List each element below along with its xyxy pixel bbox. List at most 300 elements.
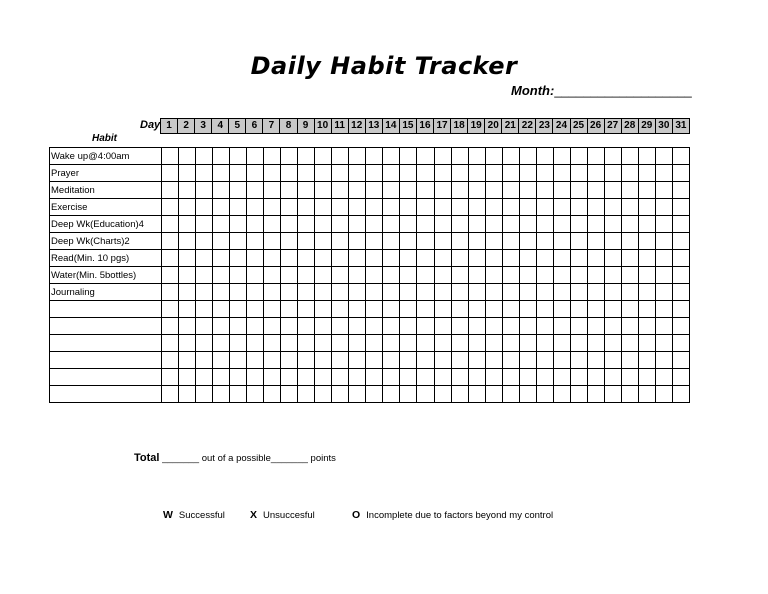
- habit-day-cell[interactable]: [196, 199, 213, 216]
- habit-day-cell[interactable]: [536, 182, 553, 199]
- habit-day-cell[interactable]: [162, 182, 179, 199]
- habit-day-cell[interactable]: [179, 267, 196, 284]
- habit-day-cell[interactable]: [672, 352, 689, 369]
- habit-name-cell[interactable]: Prayer: [50, 165, 162, 182]
- habit-day-cell[interactable]: [672, 318, 689, 335]
- habit-day-cell[interactable]: [485, 233, 502, 250]
- habit-day-cell[interactable]: [298, 335, 315, 352]
- habit-day-cell[interactable]: [451, 335, 468, 352]
- habit-day-cell[interactable]: [468, 182, 485, 199]
- habit-day-cell[interactable]: [383, 335, 400, 352]
- habit-day-cell[interactable]: [366, 148, 383, 165]
- habit-day-cell[interactable]: [213, 284, 230, 301]
- habit-day-cell[interactable]: [587, 267, 604, 284]
- habit-day-cell[interactable]: [417, 216, 434, 233]
- habit-day-cell[interactable]: [621, 352, 638, 369]
- habit-day-cell[interactable]: [621, 335, 638, 352]
- habit-day-cell[interactable]: [468, 369, 485, 386]
- habit-day-cell[interactable]: [332, 182, 349, 199]
- habit-day-cell[interactable]: [247, 335, 264, 352]
- habit-day-cell[interactable]: [400, 233, 417, 250]
- habit-day-cell[interactable]: [672, 233, 689, 250]
- habit-day-cell[interactable]: [196, 148, 213, 165]
- habit-day-cell[interactable]: [315, 182, 332, 199]
- habit-day-cell[interactable]: [468, 233, 485, 250]
- habit-day-cell[interactable]: [247, 318, 264, 335]
- habit-day-cell[interactable]: [485, 165, 502, 182]
- habit-day-cell[interactable]: [553, 335, 570, 352]
- habit-day-cell[interactable]: [553, 267, 570, 284]
- habit-day-cell[interactable]: [519, 369, 536, 386]
- habit-day-cell[interactable]: [230, 182, 247, 199]
- habit-day-cell[interactable]: [604, 182, 621, 199]
- habit-day-cell[interactable]: [196, 386, 213, 403]
- habit-day-cell[interactable]: [638, 284, 655, 301]
- habit-day-cell[interactable]: [587, 301, 604, 318]
- habit-day-cell[interactable]: [400, 335, 417, 352]
- habit-day-cell[interactable]: [655, 284, 672, 301]
- habit-day-cell[interactable]: [655, 233, 672, 250]
- habit-day-cell[interactable]: [604, 250, 621, 267]
- habit-day-cell[interactable]: [315, 250, 332, 267]
- habit-day-cell[interactable]: [434, 233, 451, 250]
- habit-day-cell[interactable]: [485, 148, 502, 165]
- habit-day-cell[interactable]: [281, 386, 298, 403]
- habit-day-cell[interactable]: [417, 352, 434, 369]
- habit-day-cell[interactable]: [434, 267, 451, 284]
- habit-day-cell[interactable]: [349, 165, 366, 182]
- habit-day-cell[interactable]: [281, 233, 298, 250]
- habit-day-cell[interactable]: [196, 318, 213, 335]
- habit-day-cell[interactable]: [400, 216, 417, 233]
- habit-day-cell[interactable]: [213, 216, 230, 233]
- habit-day-cell[interactable]: [638, 335, 655, 352]
- habit-day-cell[interactable]: [621, 301, 638, 318]
- habit-day-cell[interactable]: [162, 386, 179, 403]
- habit-day-cell[interactable]: [638, 199, 655, 216]
- habit-day-cell[interactable]: [638, 233, 655, 250]
- habit-day-cell[interactable]: [264, 386, 281, 403]
- habit-day-cell[interactable]: [366, 369, 383, 386]
- habit-day-cell[interactable]: [400, 369, 417, 386]
- habit-day-cell[interactable]: [434, 199, 451, 216]
- month-field[interactable]: [511, 83, 692, 98]
- habit-day-cell[interactable]: [672, 199, 689, 216]
- habit-day-cell[interactable]: [315, 386, 332, 403]
- habit-day-cell[interactable]: [519, 250, 536, 267]
- habit-day-cell[interactable]: [638, 267, 655, 284]
- habit-day-cell[interactable]: [519, 233, 536, 250]
- habit-day-cell[interactable]: [332, 199, 349, 216]
- habit-day-cell[interactable]: [519, 199, 536, 216]
- habit-day-cell[interactable]: [179, 335, 196, 352]
- habit-day-cell[interactable]: [162, 284, 179, 301]
- habit-day-cell[interactable]: [638, 369, 655, 386]
- habit-day-cell[interactable]: [672, 369, 689, 386]
- habit-day-cell[interactable]: [570, 386, 587, 403]
- habit-day-cell[interactable]: [417, 386, 434, 403]
- habit-day-cell[interactable]: [264, 165, 281, 182]
- habit-day-cell[interactable]: [315, 352, 332, 369]
- habit-day-cell[interactable]: [536, 301, 553, 318]
- habit-day-cell[interactable]: [536, 233, 553, 250]
- habit-day-cell[interactable]: [570, 233, 587, 250]
- habit-day-cell[interactable]: [264, 369, 281, 386]
- habit-name-cell[interactable]: Meditation: [50, 182, 162, 199]
- habit-day-cell[interactable]: [332, 352, 349, 369]
- habit-day-cell[interactable]: [553, 233, 570, 250]
- habit-day-cell[interactable]: [366, 182, 383, 199]
- habit-day-cell[interactable]: [485, 182, 502, 199]
- habit-day-cell[interactable]: [349, 335, 366, 352]
- habit-day-cell[interactable]: [400, 301, 417, 318]
- habit-day-cell[interactable]: [570, 199, 587, 216]
- habit-day-cell[interactable]: [366, 284, 383, 301]
- habit-day-cell[interactable]: [570, 250, 587, 267]
- habit-day-cell[interactable]: [247, 216, 264, 233]
- habit-day-cell[interactable]: [383, 233, 400, 250]
- habit-day-cell[interactable]: [604, 165, 621, 182]
- habit-day-cell[interactable]: [179, 352, 196, 369]
- habit-day-cell[interactable]: [349, 284, 366, 301]
- habit-day-cell[interactable]: [434, 250, 451, 267]
- habit-day-cell[interactable]: [281, 199, 298, 216]
- habit-day-cell[interactable]: [502, 165, 519, 182]
- habit-name-cell[interactable]: [50, 318, 162, 335]
- habit-day-cell[interactable]: [400, 318, 417, 335]
- habit-day-cell[interactable]: [298, 318, 315, 335]
- habit-day-cell[interactable]: [536, 267, 553, 284]
- habit-day-cell[interactable]: [179, 250, 196, 267]
- habit-day-cell[interactable]: [604, 386, 621, 403]
- habit-day-cell[interactable]: [264, 148, 281, 165]
- habit-day-cell[interactable]: [400, 165, 417, 182]
- habit-day-cell[interactable]: [570, 301, 587, 318]
- habit-day-cell[interactable]: [417, 199, 434, 216]
- habit-day-cell[interactable]: [417, 369, 434, 386]
- habit-day-cell[interactable]: [451, 369, 468, 386]
- habit-day-cell[interactable]: [281, 301, 298, 318]
- habit-day-cell[interactable]: [383, 267, 400, 284]
- habit-day-cell[interactable]: [485, 318, 502, 335]
- habit-name-cell[interactable]: Read(Min. 10 pgs): [50, 250, 162, 267]
- habit-day-cell[interactable]: [196, 182, 213, 199]
- habit-day-cell[interactable]: [332, 335, 349, 352]
- habit-day-cell[interactable]: [519, 267, 536, 284]
- habit-day-cell[interactable]: [587, 386, 604, 403]
- habit-day-cell[interactable]: [485, 335, 502, 352]
- habit-day-cell[interactable]: [400, 284, 417, 301]
- habit-day-cell[interactable]: [383, 199, 400, 216]
- habit-day-cell[interactable]: [655, 386, 672, 403]
- habit-day-cell[interactable]: [213, 250, 230, 267]
- habit-day-cell[interactable]: [230, 233, 247, 250]
- habit-day-cell[interactable]: [468, 199, 485, 216]
- habit-name-cell[interactable]: Water(Min. 5bottles): [50, 267, 162, 284]
- habit-day-cell[interactable]: [468, 386, 485, 403]
- habit-day-cell[interactable]: [570, 216, 587, 233]
- habit-day-cell[interactable]: [502, 267, 519, 284]
- habit-day-cell[interactable]: [570, 284, 587, 301]
- habit-day-cell[interactable]: [536, 335, 553, 352]
- habit-day-cell[interactable]: [468, 284, 485, 301]
- habit-day-cell[interactable]: [383, 284, 400, 301]
- habit-day-cell[interactable]: [502, 335, 519, 352]
- habit-day-cell[interactable]: [417, 250, 434, 267]
- habit-day-cell[interactable]: [417, 267, 434, 284]
- habit-day-cell[interactable]: [638, 386, 655, 403]
- habit-day-cell[interactable]: [298, 199, 315, 216]
- habit-day-cell[interactable]: [604, 216, 621, 233]
- habit-name-cell[interactable]: [50, 301, 162, 318]
- habit-day-cell[interactable]: [451, 148, 468, 165]
- habit-day-cell[interactable]: [587, 250, 604, 267]
- habit-day-cell[interactable]: [162, 335, 179, 352]
- habit-day-cell[interactable]: [230, 199, 247, 216]
- habit-name-cell[interactable]: Journaling: [50, 284, 162, 301]
- habit-day-cell[interactable]: [536, 199, 553, 216]
- habit-day-cell[interactable]: [570, 369, 587, 386]
- habit-day-cell[interactable]: [468, 352, 485, 369]
- habit-day-cell[interactable]: [570, 352, 587, 369]
- habit-day-cell[interactable]: [672, 165, 689, 182]
- habit-day-cell[interactable]: [451, 352, 468, 369]
- habit-day-cell[interactable]: [349, 182, 366, 199]
- habit-day-cell[interactable]: [281, 352, 298, 369]
- habit-day-cell[interactable]: [332, 369, 349, 386]
- habit-day-cell[interactable]: [655, 335, 672, 352]
- habit-name-cell[interactable]: [50, 352, 162, 369]
- habit-day-cell[interactable]: [298, 233, 315, 250]
- habit-day-cell[interactable]: [247, 250, 264, 267]
- habit-day-cell[interactable]: [621, 318, 638, 335]
- habit-day-cell[interactable]: [281, 369, 298, 386]
- habit-day-cell[interactable]: [298, 301, 315, 318]
- habit-day-cell[interactable]: [553, 199, 570, 216]
- habit-day-cell[interactable]: [400, 267, 417, 284]
- habit-day-cell[interactable]: [672, 216, 689, 233]
- habit-day-cell[interactable]: [230, 386, 247, 403]
- habit-day-cell[interactable]: [247, 267, 264, 284]
- habit-day-cell[interactable]: [264, 352, 281, 369]
- habit-day-cell[interactable]: [587, 335, 604, 352]
- habit-day-cell[interactable]: [519, 284, 536, 301]
- habit-name-cell[interactable]: Exercise: [50, 199, 162, 216]
- habit-day-cell[interactable]: [655, 216, 672, 233]
- habit-day-cell[interactable]: [553, 352, 570, 369]
- habit-day-cell[interactable]: [213, 148, 230, 165]
- habit-day-cell[interactable]: [315, 335, 332, 352]
- habit-day-cell[interactable]: [570, 318, 587, 335]
- habit-day-cell[interactable]: [315, 301, 332, 318]
- habit-day-cell[interactable]: [672, 301, 689, 318]
- habit-day-cell[interactable]: [315, 199, 332, 216]
- habit-day-cell[interactable]: [451, 216, 468, 233]
- habit-day-cell[interactable]: [281, 335, 298, 352]
- habit-day-cell[interactable]: [502, 199, 519, 216]
- habit-day-cell[interactable]: [468, 335, 485, 352]
- habit-day-cell[interactable]: [383, 148, 400, 165]
- habit-day-cell[interactable]: [349, 352, 366, 369]
- habit-day-cell[interactable]: [315, 267, 332, 284]
- habit-day-cell[interactable]: [247, 386, 264, 403]
- habit-day-cell[interactable]: [247, 233, 264, 250]
- habit-day-cell[interactable]: [485, 301, 502, 318]
- habit-day-cell[interactable]: [400, 352, 417, 369]
- habit-day-cell[interactable]: [434, 318, 451, 335]
- habit-day-cell[interactable]: [519, 386, 536, 403]
- habit-day-cell[interactable]: [672, 386, 689, 403]
- habit-day-cell[interactable]: [196, 250, 213, 267]
- habit-day-cell[interactable]: [213, 335, 230, 352]
- habit-day-cell[interactable]: [230, 301, 247, 318]
- habit-day-cell[interactable]: [604, 335, 621, 352]
- habit-day-cell[interactable]: [621, 250, 638, 267]
- habit-day-cell[interactable]: [485, 199, 502, 216]
- habit-day-cell[interactable]: [366, 386, 383, 403]
- habit-day-cell[interactable]: [162, 148, 179, 165]
- habit-day-cell[interactable]: [264, 182, 281, 199]
- habit-day-cell[interactable]: [417, 335, 434, 352]
- habit-day-cell[interactable]: [230, 318, 247, 335]
- habit-day-cell[interactable]: [298, 386, 315, 403]
- habit-day-cell[interactable]: [281, 267, 298, 284]
- habit-day-cell[interactable]: [655, 352, 672, 369]
- habit-day-cell[interactable]: [519, 148, 536, 165]
- habit-day-cell[interactable]: [196, 165, 213, 182]
- habit-day-cell[interactable]: [400, 148, 417, 165]
- habit-day-cell[interactable]: [655, 369, 672, 386]
- habit-day-cell[interactable]: [451, 267, 468, 284]
- habit-day-cell[interactable]: [672, 182, 689, 199]
- habit-day-cell[interactable]: [451, 284, 468, 301]
- habit-day-cell[interactable]: [536, 369, 553, 386]
- habit-day-cell[interactable]: [451, 250, 468, 267]
- habit-name-cell[interactable]: [50, 369, 162, 386]
- habit-day-cell[interactable]: [587, 284, 604, 301]
- habit-day-cell[interactable]: [332, 148, 349, 165]
- habit-day-cell[interactable]: [383, 369, 400, 386]
- habit-day-cell[interactable]: [349, 148, 366, 165]
- habit-day-cell[interactable]: [451, 233, 468, 250]
- habit-day-cell[interactable]: [502, 182, 519, 199]
- habit-day-cell[interactable]: [179, 318, 196, 335]
- habit-day-cell[interactable]: [604, 233, 621, 250]
- habit-day-cell[interactable]: [587, 233, 604, 250]
- habit-day-cell[interactable]: [536, 284, 553, 301]
- habit-day-cell[interactable]: [485, 267, 502, 284]
- habit-day-cell[interactable]: [247, 182, 264, 199]
- habit-day-cell[interactable]: [434, 216, 451, 233]
- habit-day-cell[interactable]: [332, 386, 349, 403]
- habit-day-cell[interactable]: [451, 386, 468, 403]
- habit-day-cell[interactable]: [587, 318, 604, 335]
- habit-day-cell[interactable]: [621, 182, 638, 199]
- habit-day-cell[interactable]: [570, 148, 587, 165]
- habit-day-cell[interactable]: [434, 148, 451, 165]
- habit-day-cell[interactable]: [519, 301, 536, 318]
- habit-day-cell[interactable]: [349, 233, 366, 250]
- habit-day-cell[interactable]: [621, 267, 638, 284]
- habit-day-cell[interactable]: [655, 182, 672, 199]
- habit-day-cell[interactable]: [162, 199, 179, 216]
- habit-day-cell[interactable]: [281, 182, 298, 199]
- habit-day-cell[interactable]: [366, 233, 383, 250]
- habit-day-cell[interactable]: [281, 165, 298, 182]
- habit-day-cell[interactable]: [213, 318, 230, 335]
- habit-day-cell[interactable]: [247, 301, 264, 318]
- habit-day-cell[interactable]: [366, 352, 383, 369]
- habit-day-cell[interactable]: [638, 352, 655, 369]
- habit-day-cell[interactable]: [553, 301, 570, 318]
- habit-day-cell[interactable]: [281, 216, 298, 233]
- habit-day-cell[interactable]: [604, 301, 621, 318]
- habit-day-cell[interactable]: [264, 335, 281, 352]
- habit-day-cell[interactable]: [604, 267, 621, 284]
- habit-day-cell[interactable]: [281, 250, 298, 267]
- habit-day-cell[interactable]: [451, 301, 468, 318]
- habit-day-cell[interactable]: [247, 352, 264, 369]
- habit-day-cell[interactable]: [587, 165, 604, 182]
- habit-day-cell[interactable]: [179, 233, 196, 250]
- habit-day-cell[interactable]: [672, 284, 689, 301]
- habit-day-cell[interactable]: [502, 284, 519, 301]
- habit-day-cell[interactable]: [264, 318, 281, 335]
- habit-day-cell[interactable]: [553, 386, 570, 403]
- habit-day-cell[interactable]: [298, 352, 315, 369]
- habit-day-cell[interactable]: [400, 182, 417, 199]
- habit-day-cell[interactable]: [162, 165, 179, 182]
- habit-day-cell[interactable]: [638, 250, 655, 267]
- habit-day-cell[interactable]: [638, 182, 655, 199]
- habit-day-cell[interactable]: [383, 250, 400, 267]
- habit-day-cell[interactable]: [638, 216, 655, 233]
- habit-day-cell[interactable]: [179, 148, 196, 165]
- habit-day-cell[interactable]: [468, 250, 485, 267]
- habit-day-cell[interactable]: [553, 318, 570, 335]
- habit-day-cell[interactable]: [247, 148, 264, 165]
- habit-name-cell[interactable]: Wake up@4:00am: [50, 148, 162, 165]
- habit-day-cell[interactable]: [434, 165, 451, 182]
- habit-day-cell[interactable]: [298, 267, 315, 284]
- habit-day-cell[interactable]: [332, 318, 349, 335]
- habit-day-cell[interactable]: [621, 284, 638, 301]
- habit-day-cell[interactable]: [264, 267, 281, 284]
- habit-day-cell[interactable]: [179, 199, 196, 216]
- habit-day-cell[interactable]: [485, 369, 502, 386]
- habit-day-cell[interactable]: [587, 369, 604, 386]
- habit-day-cell[interactable]: [349, 369, 366, 386]
- habit-day-cell[interactable]: [604, 148, 621, 165]
- habit-day-cell[interactable]: [553, 250, 570, 267]
- habit-day-cell[interactable]: [621, 369, 638, 386]
- habit-day-cell[interactable]: [417, 233, 434, 250]
- habit-day-cell[interactable]: [536, 318, 553, 335]
- habit-day-cell[interactable]: [434, 301, 451, 318]
- habit-day-cell[interactable]: [553, 182, 570, 199]
- habit-day-cell[interactable]: [179, 165, 196, 182]
- habit-day-cell[interactable]: [434, 335, 451, 352]
- habit-day-cell[interactable]: [281, 284, 298, 301]
- habit-day-cell[interactable]: [264, 233, 281, 250]
- habit-day-cell[interactable]: [655, 199, 672, 216]
- habit-day-cell[interactable]: [502, 352, 519, 369]
- habit-day-cell[interactable]: [604, 318, 621, 335]
- habit-day-cell[interactable]: [298, 284, 315, 301]
- habit-day-cell[interactable]: [162, 352, 179, 369]
- habit-day-cell[interactable]: [332, 250, 349, 267]
- habit-day-cell[interactable]: [468, 216, 485, 233]
